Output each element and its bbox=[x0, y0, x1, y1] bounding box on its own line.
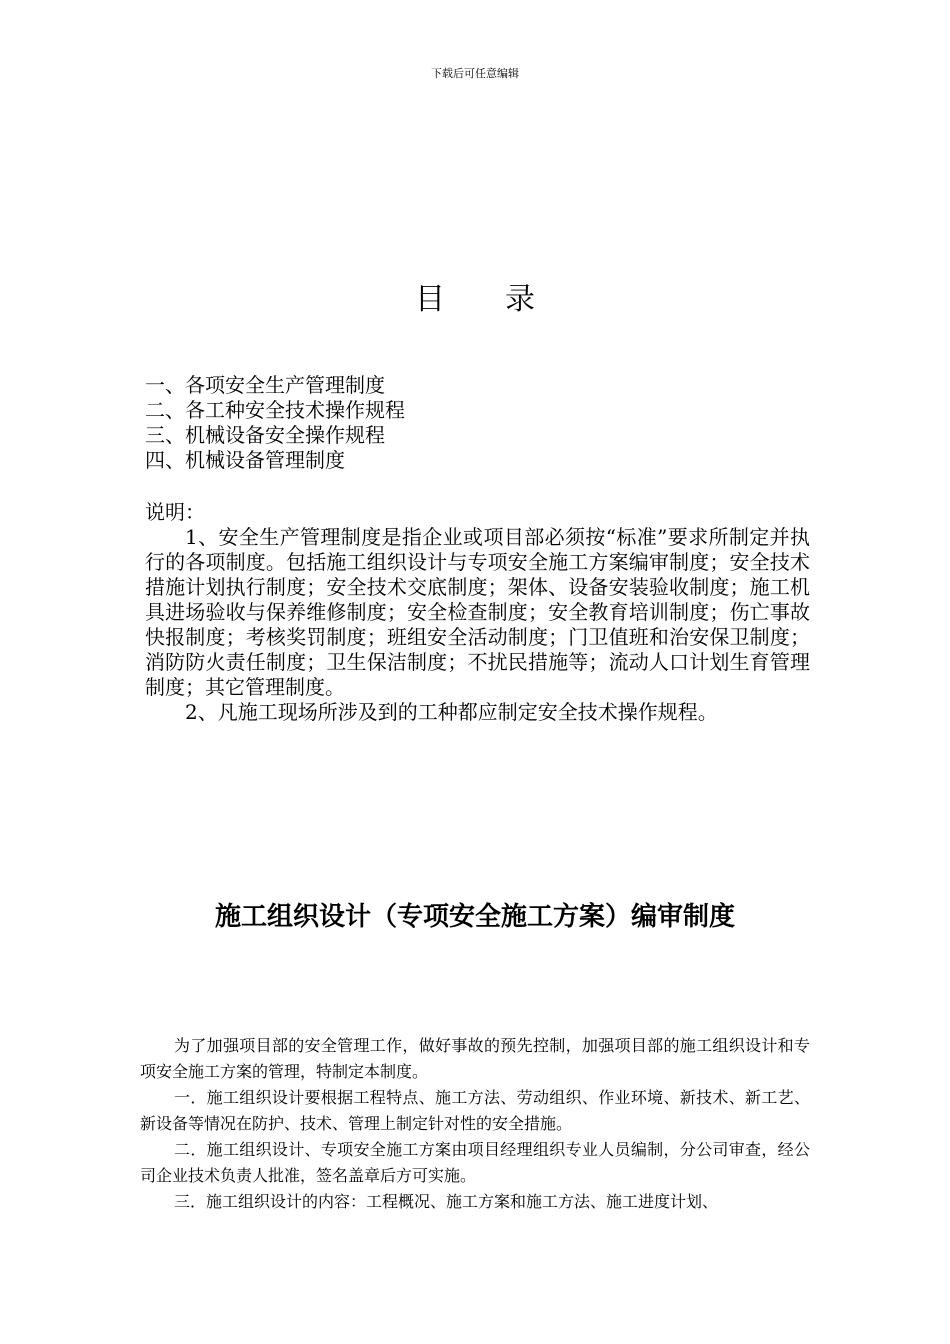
header-note: 下载后可任意编辑 bbox=[431, 67, 519, 80]
toc-title-char-2: 录 bbox=[505, 282, 535, 317]
toc-item: 三、机械设备安全操作规程 bbox=[145, 423, 385, 447]
notes-block bbox=[145, 500, 810, 725]
notes-paragraph: 2、凡施工现场所涉及到的工种都应制定安全技术操作规程。 bbox=[185, 700, 718, 724]
notes-paragraph: 1、安全生产管理制度是指企业或项目部必须按“标准”要求所制定并执行的各项制度。包括施工组织设计与专项安全施工方案编审制度；安全技术措施计划执行制度；安全技术交底制度；架体、设备安装验收制度；施工机具进场验收与保养维修制度；安全检查制度；安全教育培训制度；伤亡事故快报制度；考核奖罚制度；班组安全活动制度；门卫值班和治安保卫制度；消防防火责任制度；卫生保洁制度；不扰民措施等；流动人口计划生育管理制度；其它管理制度。 bbox=[145, 525, 810, 699]
body-paragraph: 三．施工组织设计的内容：工程概况、施工方案和施工方法、施工进度计划、 bbox=[174, 1192, 719, 1211]
toc-title bbox=[0, 280, 950, 320]
toc-item: 四、机械设备管理制度 bbox=[145, 448, 345, 472]
toc-title-char-1: 目 bbox=[415, 282, 445, 317]
body-paragraph: 为了加强项目部的安全管理工作，做好事故的预先控制，加强项目部的施工组织设计和专项安全施工方案的管理，特制定本制度。 bbox=[140, 1036, 810, 1081]
toc-item: 二、各工种安全技术操作规程 bbox=[145, 398, 405, 422]
section-body bbox=[140, 1033, 810, 1215]
body-paragraph: 二．施工组织设计、专项安全施工方案由项目经理组织专业人员编制，分公司审查，经公司企业技术负责人批准，签名盖章后方可实施。 bbox=[140, 1140, 810, 1185]
toc-item: 一、各项安全生产管理制度 bbox=[145, 373, 385, 397]
toc-list bbox=[145, 373, 825, 473]
section-title: 施工组织设计（专项安全施工方案）编审制度 bbox=[214, 902, 735, 932]
body-paragraph: 一．施工组织设计要根据工程特点、施工方法、劳动组织、作业环境、新技术、新工艺、新设备等情况在防护、技术、管理上制定针对性的安全措施。 bbox=[140, 1088, 810, 1133]
notes-label: 说明： bbox=[145, 500, 205, 524]
